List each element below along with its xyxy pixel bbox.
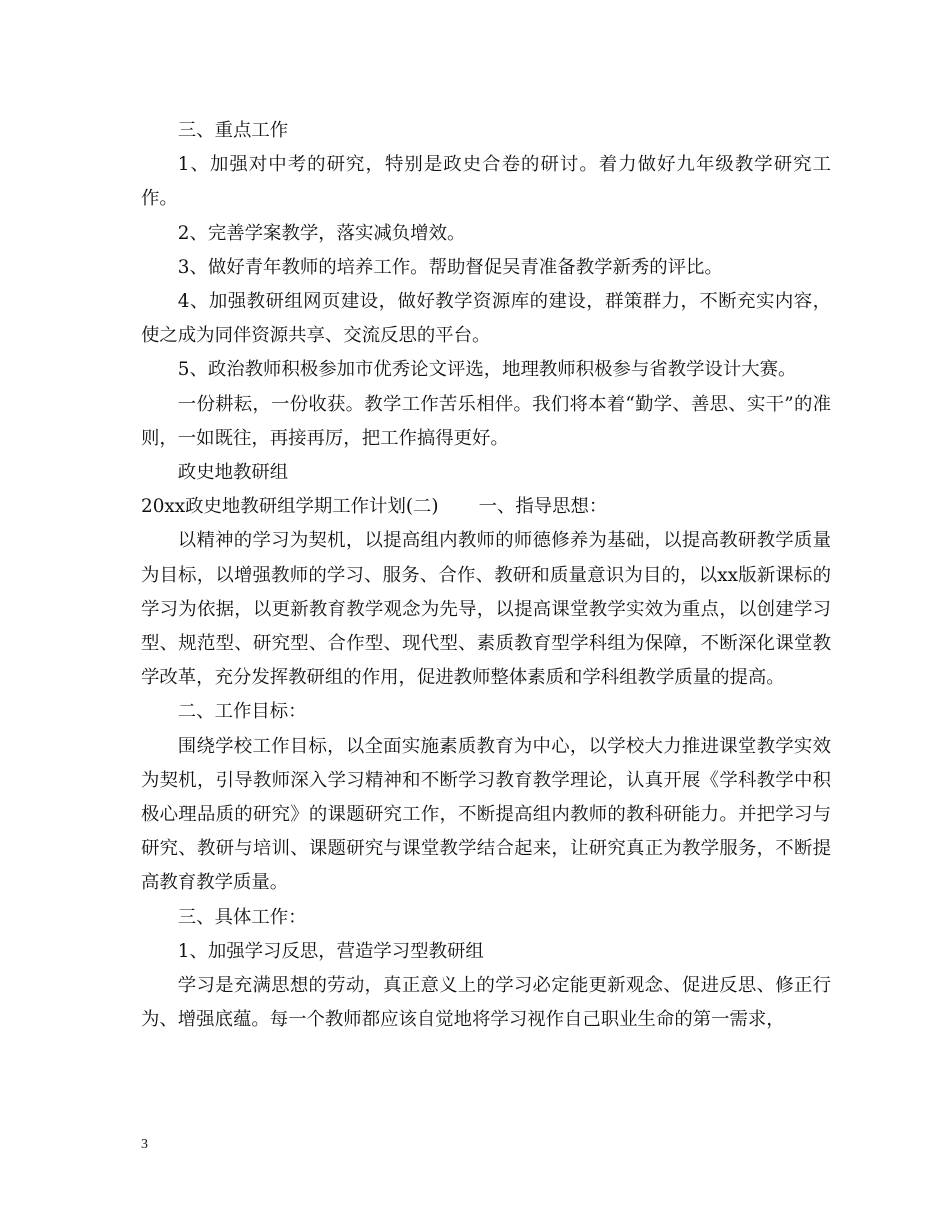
paragraph-item-4: 4、加强教研组网页建设，做好教学资源库的建设，群策群力，不断充实内容，使之成为同伴资源共享、交流反思的平台。 <box>141 291 831 347</box>
paragraph-work-goals: 围绕学校工作目标，以全面实施素质教育为中心，以学校大力推进课堂教学实效为契机，引导教师深入学习精神和不断学习教育教学理论，认真开展《学科教学中积极心理品质的研究》的课题研究工作，不断提高组内教师的教科研能力。并把学习与研究、教研与培训、课题研究与课堂教学结合起来，让研究真正为教学服务，不断提高教育教学质量。 <box>141 735 831 894</box>
document-body <box>141 114 831 1037</box>
paragraph-learning: 学习是充满思想的劳动，真正意义上的学习必定能更新观念、促进反思、修正行为、增强底蕴。每一个教师都应该自觉地将学习视作自己职业生命的第一需求， <box>141 975 831 1031</box>
signature-group: 政史地教研组 <box>177 462 289 484</box>
plan-title: 20xx政史地教研组学期工作计划(二) <box>141 496 439 518</box>
page-number: 3 <box>141 1137 148 1152</box>
paragraph-guiding-thought: 以精神的学习为契机，以提高组内教师的师德修养为基础，以提高教研教学质量为目标，以增强教师的学习、服务、合作、教研和质量意识为目的，以xx版新课标的学习为依据，以更新教育教学观念为先导，以提高课堂教学实效为重点，以创建学习型、规范型、研究型、合作型、现代型、素质教育型学科组为保障，不断深化课堂教学改革，充分发挥教研组的作用，促进教师整体素质和学科组教学质量的提高。 <box>141 530 831 689</box>
guiding-thought-heading: 一、指导思想： <box>478 496 608 518</box>
paragraph-item-1: 1、加强对中考的研究，特别是政史合卷的研讨。着力做好九年级教学研究工作。 <box>141 154 831 210</box>
plan-title-line <box>141 490 831 524</box>
section-heading-specific-work: 三、具体工作： <box>177 906 307 928</box>
paragraph-item-5: 5、政治教师积极参加市优秀论文评选，地理教师积极参与省教学设计大赛。 <box>177 359 797 381</box>
section-heading-work-goals: 二、工作目标： <box>177 701 307 723</box>
paragraph-item-3: 3、做好青年教师的培养工作。帮助督促吴青准备教学新秀的评比。 <box>177 256 723 278</box>
paragraph-closing: 一份耕耘，一份收获。教学工作苦乐相伴。我们将本着“勤学、善思、实干”的准则，一如既往，再接再厉，把工作搞得更好。 <box>141 393 831 449</box>
subheading-learning-reflection: 1、加强学习反思，营造学习型教研组 <box>177 940 484 962</box>
section-heading-key-work: 三、重点工作 <box>177 120 289 141</box>
paragraph-item-2: 2、完善学案教学，落实减负增效。 <box>177 222 466 244</box>
